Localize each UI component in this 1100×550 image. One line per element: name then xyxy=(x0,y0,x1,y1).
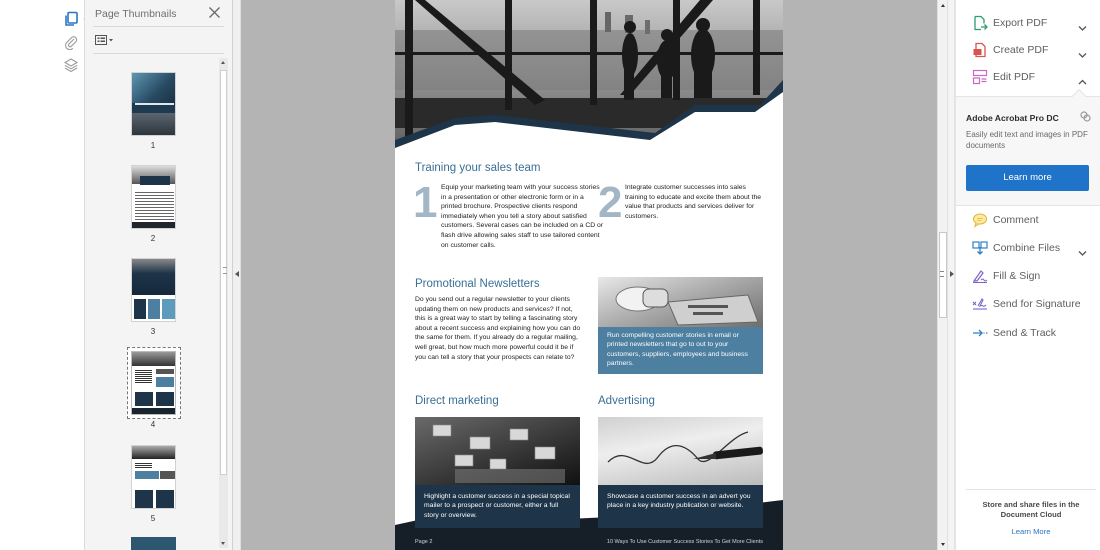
page-label: Page 2 xyxy=(415,539,433,545)
paragraph: Equip your marketing team with your success stories in a presentation or other electronic form or in a printed brochure. Prospective clients respond immediately when you tell a story about satisfied customers. Several cases can be included on a CD or flash drive allowing sales staff to use tailored content on customer calls. xyxy=(441,184,604,249)
page-preview xyxy=(131,537,176,550)
thumbnails-panel xyxy=(85,0,233,550)
page-preview xyxy=(131,351,176,415)
chevron-down-icon[interactable] xyxy=(1078,244,1087,251)
collapse-left-icon[interactable] xyxy=(235,271,239,277)
section-heading: Promotional Newsletters xyxy=(415,278,540,290)
promo-title: Adobe Acrobat Pro DC xyxy=(966,113,1059,123)
promo-pointer xyxy=(1072,89,1086,103)
tool-comment[interactable] xyxy=(956,208,1100,234)
paragraph: Integrate customer successes into sales training to educate and excite them about the value that products and services deliver for customers. xyxy=(625,184,762,220)
grip-icon xyxy=(940,271,944,277)
direct-marketing-card xyxy=(415,417,580,528)
tool-send-signature[interactable] xyxy=(956,292,1100,318)
thumbnail-page-3[interactable] xyxy=(85,258,221,336)
edit-pdf-icon xyxy=(972,69,988,85)
page-number: 2 xyxy=(150,234,156,243)
thumbnail-page-4[interactable] xyxy=(85,351,221,429)
tool-fill-sign[interactable] xyxy=(956,264,1100,290)
close-icon[interactable] xyxy=(208,6,221,19)
card-caption: Showcase a customer success in an advert you place in a key industry publication or website. xyxy=(607,493,751,510)
section-heading: Direct marketing xyxy=(415,395,499,407)
thumbnails-header xyxy=(85,0,233,27)
page-preview xyxy=(131,258,176,322)
scroll-down-arrow[interactable] xyxy=(941,543,945,546)
link-icon[interactable] xyxy=(1080,109,1091,120)
right-panel-splitter[interactable] xyxy=(948,0,955,550)
paragraph: Do you send out a regular newsletter to your clients updating them on new products and services? If not, this is a great way to start by telling a fascinating story about a recent success and explaining how you can do the same for them. If you already do a regular mailing, well great, but how much more powerful could it be if you can tell a story that your prospects can relate to? xyxy=(415,296,581,361)
thumbnail-page-6-partial[interactable] xyxy=(85,537,221,550)
divider xyxy=(93,53,224,54)
tool-label: Edit PDF xyxy=(993,71,1036,83)
scroll-up-arrow[interactable] xyxy=(221,61,225,64)
document-cloud-learn-more-link[interactable]: Learn More xyxy=(1011,527,1051,536)
page-preview xyxy=(131,165,176,229)
step-number: 1 xyxy=(413,178,438,227)
document-title-footer: 10 Ways To Use Customer Success Stories To Get More Clients xyxy=(606,539,763,545)
page-preview xyxy=(131,72,176,136)
document-cloud-text: Store and share files in the Document Cloud xyxy=(982,500,1080,519)
navigation-rail xyxy=(56,0,85,550)
fill-sign-icon xyxy=(972,268,988,284)
tool-combine-files[interactable] xyxy=(956,236,1100,262)
advertising-card xyxy=(598,417,763,528)
scroll-down-arrow[interactable] xyxy=(221,542,225,545)
divider xyxy=(93,26,224,27)
chevron-up-icon[interactable] xyxy=(1078,73,1087,80)
tool-label: Send & Track xyxy=(993,327,1057,339)
tools-pane xyxy=(955,0,1100,550)
tool-label: Combine Files xyxy=(993,242,1061,254)
thumbnail-page-1[interactable] xyxy=(85,72,221,150)
card-caption: Highlight a customer success in a special topical mailer to a prospect or customer, either a full story or overview. xyxy=(424,493,570,519)
page-number: 1 xyxy=(150,141,156,150)
pdf-page xyxy=(395,0,783,550)
panel-title: Page Thumbnails xyxy=(95,8,177,20)
chevron-down-icon[interactable] xyxy=(1078,46,1087,53)
tool-edit-pdf[interactable] xyxy=(956,65,1100,91)
page-preview xyxy=(131,445,176,509)
tool-label: Create PDF xyxy=(993,44,1049,56)
thumbnail-options-icon[interactable] xyxy=(95,34,115,47)
thumbnail-page-5[interactable] xyxy=(85,445,221,523)
tool-label: Send for Signature xyxy=(993,298,1081,310)
paperclip-icon[interactable] xyxy=(63,34,79,50)
document-viewport[interactable] xyxy=(241,0,937,550)
edit-pdf-promo xyxy=(956,96,1100,206)
grip-icon xyxy=(223,267,227,274)
tool-export-pdf[interactable] xyxy=(956,11,1100,37)
scroll-up-arrow[interactable] xyxy=(941,4,945,7)
tool-create-pdf[interactable] xyxy=(956,38,1100,64)
create-pdf-icon xyxy=(972,42,988,58)
step-number: 2 xyxy=(598,178,623,227)
newspaper-image xyxy=(598,277,763,327)
left-panel-splitter[interactable] xyxy=(233,0,241,550)
send-track-icon xyxy=(972,325,988,341)
newsletter-card xyxy=(598,277,763,374)
collapse-right-icon[interactable] xyxy=(950,271,954,277)
tool-send-track[interactable] xyxy=(956,321,1100,347)
comment-icon xyxy=(972,212,988,228)
send-signature-icon xyxy=(972,296,988,312)
tool-label: Fill & Sign xyxy=(993,270,1041,282)
chevron-down-icon[interactable] xyxy=(1078,19,1087,26)
page-number: 5 xyxy=(150,514,156,523)
page-number: 4 xyxy=(150,420,156,429)
combine-files-icon xyxy=(972,240,988,256)
learn-more-button[interactable]: Learn more xyxy=(966,165,1089,191)
pages-icon[interactable] xyxy=(63,11,79,27)
hero-image xyxy=(395,0,783,155)
thumbnail-page-2[interactable] xyxy=(85,165,221,243)
section-heading: Advertising xyxy=(598,395,655,407)
tool-label: Export PDF xyxy=(993,17,1048,29)
page-number: 3 xyxy=(150,327,156,336)
envelopes-image xyxy=(415,417,580,485)
promo-description: Easily edit text and images in PDF documents xyxy=(966,130,1088,150)
layers-icon[interactable] xyxy=(63,57,79,73)
tool-label: Comment xyxy=(993,214,1039,226)
card-caption: Run compelling customer stories in email or printed newsletters that go to out to your customers, suppliers, employees and business partners. xyxy=(607,332,748,368)
export-pdf-icon xyxy=(972,15,988,31)
section-heading: Training your sales team xyxy=(415,162,541,174)
divider xyxy=(966,489,1096,490)
thank-you-image xyxy=(598,417,763,485)
